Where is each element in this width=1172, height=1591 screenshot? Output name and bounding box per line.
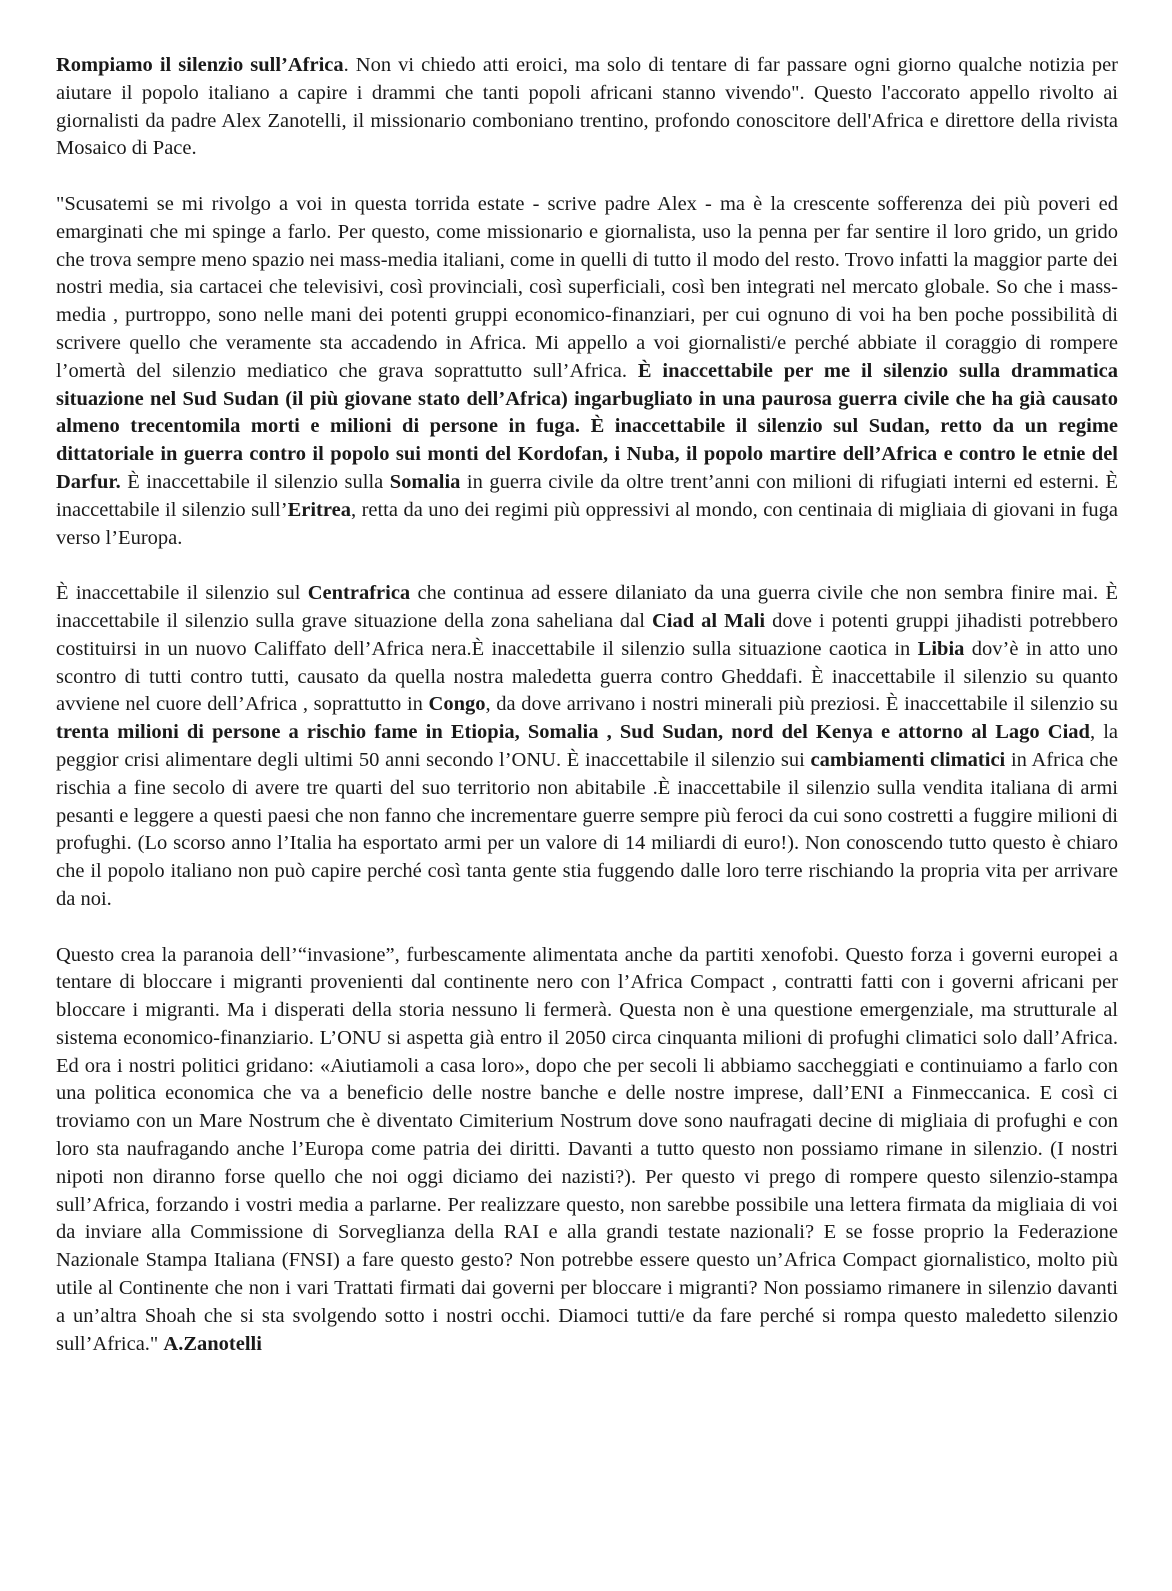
text-run: in guerra civile da oltre trent’anni con milioni di rifugiati interni ed esterni. È inaccettabile il silenzio sull’: [56, 470, 1118, 521]
text-run: dove i potenti gruppi jihadisti potrebbero costituirsi in un nuovo Califfato dell’Africa nera.È inaccettabile il silenzio sulla situazione caotica in: [56, 609, 1118, 660]
text-run: che continua ad essere dilaniato da una guerra civile che non sembra finire mai. È inaccettabile il silenzio sulla grave situazione della zona saheliana dal: [56, 582, 1118, 632]
paragraph-closing-appeal: [56, 942, 1118, 1359]
text-run: Questo crea la paranoia dell’“invasione”, furbescamente alimentata anche da partiti xenofobi. Questo forza i governi europei a tentare di bloccare i migranti provenienti dal continente nero con l’Africa Compact , contratti fatti con i governi africani per bloccare i migranti. Ma i disperati della storia nessuno li fermerà. Questa non è una questione emergenziale, ma strutturale al sistema economico-finanziario. L’ONU si aspetta già entro il 2050 circa cinquanta milioni di profughi climatici solo dall’Africa. Ed ora i nostri politici gridano: «Aiutiamoli a casa loro», dopo che per secoli li abbiamo saccheggiati e continuiamo a farlo con una politica economica che va a beneficio delle nostre banche e delle nostre imprese, dall’ENI a Finmeccanica. E così ci troviamo con un Mare Nostrum che è diventato Cimiterium Nostrum dove sono naufragati decine di migliaia di profughi e con loro sta naufragando anche l’Europa come patria dei diritti. Davanti a tutto questo non possiamo rimane in silenzio. (I nostri nipoti non diranno forse quello che noi oggi diciamo dei nazisti?). Per questo vi prego di rompere questo silenzio-stampa sull’Africa, forzando i vostri media a parlarne. Per realizzare questo, non sarebbe possibile una lettera firmata da migliaia di voi da inviare alla Commissione di Sorveglianza della RAI e alla grandi testate nazionali? E se fosse proprio la Federazione Nazionale Stampa Italiana (FNSI) a fare questo gesto? Non potrebbe essere questo un’Africa Compact giornalistico, molto più utile al Continente che non i vari Trattati firmati dai governi per bloccare i migranti? Non possiamo rimanere in silenzio davanti a un’altra Shoah che si sta svolgendo sotto i nostri occhi. Diamoci tutti/e da fare perché si rompa questo maledetto silenzio sull’Africa.": [56, 943, 1118, 1355]
text-run: in Africa che rischia a fine secolo di avere tre quarti del suo territorio non abitabile .È inaccettabile il silenzio sulla vendita italiana di armi pesanti e leggere a questi paesi che non fanno che incrementare guerre sempre più feroci da cui sono costretti a fuggire milioni di profughi. (Lo scorso anno l’Italia ha esportato armi per un valore di 14 miliardi di euro!). Non conoscendo tutto questo è chiaro che il popolo italiano non può capire perché così tanta gente stia fuggendo dalle loro terre rischiando la propria vita per arrivare da noi.: [56, 748, 1118, 910]
text-run: . Non vi chiedo atti eroici, ma solo di tentare di far passare ogni giorno qualche notizia per aiutare il popolo italiano a capire i drammi che tanti popoli africani stanno vivendo". Questo l'accorato appello rivolto ai giornalisti da padre Alex Zanotelli, il missionario comboniano trentino, profondo conoscitore dell'Africa e direttore della rivista Mosaico di Pace.: [56, 54, 1119, 160]
bold-text-run: Centrafrica: [307, 582, 411, 605]
bold-text-run: Libia: [917, 637, 965, 660]
document-page: [56, 52, 1118, 1358]
bold-text-run: Eritrea: [287, 498, 351, 521]
text-run: È inaccettabile il silenzio sul: [56, 582, 308, 605]
text-run: "Scusatemi se mi rivolgo a voi in questa torrida estate - scrive padre Alex - ma è la crescente sofferenza dei più poveri ed emarginati che mi spinge a farlo. Per questo, come missionario e giornalista, uso la penna per far sentire il loro grido, un grido che trova sempre meno spazio nei mass-media italiani, come in quelli di tutto il modo del resto. Trovo infatti la maggior parte dei nostri media, sia cartacei che televisivi, così provinciali, così superficiali, così ben integrati nel mercato globale. So che i mass-media , purtroppo, sono nelle mani dei potenti gruppi economico-finanziari, per cui ognuno di voi ha ben poche possibilità di scrivere quello che veramente sta accadendo in Africa. Mi appello a voi giornalisti/e perché abbiate il coraggio di rompere l’omertà del silenzio mediatico che grava soprattutto sull’Africa.: [56, 192, 1118, 382]
text-run: È inaccettabile il silenzio sulla: [120, 470, 390, 493]
text-run: dov’è in atto uno scontro di tutti contro tutti, causato da quella nostra maledetta guerra contro Gheddafi. È inaccettabile il silenzio su quanto avviene nel cuore dell’Africa , soprattutto in: [56, 637, 1118, 716]
bold-text-run: Rompiamo il silenzio sull’Africa: [56, 54, 344, 76]
bold-text-run: Congo: [428, 693, 486, 716]
paragraph-crises-list: [56, 580, 1118, 914]
bold-text-run: A.Zanotelli: [163, 1332, 262, 1355]
bold-text-run: Somalia: [389, 470, 461, 493]
bold-text-run: trenta milioni di persone a rischio fame in Etiopia, Somalia , Sud Sudan, nord del Kenya e attorno al Lago Ciad: [56, 721, 1090, 744]
paragraph-intro: [56, 52, 1118, 163]
bold-text-run: È inaccettabile per me il silenzio sulla drammatica situazione nel Sud Sudan (il più giovane stato dell’Africa) ingarbugliato in una paurosa guerra civile che ha già causato almeno trecentomila morti e milioni di persone in fuga. È inaccettabile il silenzio sul Sudan, retto da un regime dittatoriale in guerra contro il popolo sui monti del Kordofan, i Nuba, il popolo martire dell’Africa e contro le etnie del Darfur.: [56, 359, 1118, 493]
text-run: , la peggior crisi alimentare degli ultimi 50 anni secondo l’ONU. È inaccettabile il silenzio sui: [56, 721, 1118, 771]
bold-text-run: cambiamenti climatici: [810, 748, 1006, 771]
text-run: , retta da uno dei regimi più oppressivi al mondo, con centinaia di migliaia di giovani in fuga verso l’Europa.: [56, 498, 1119, 549]
paragraph-letter-opening: [56, 191, 1118, 552]
text-run: , da dove arrivano i nostri minerali più preziosi. È inaccettabile il silenzio su: [485, 693, 1118, 716]
bold-text-run: Ciad al Mali: [651, 609, 766, 632]
